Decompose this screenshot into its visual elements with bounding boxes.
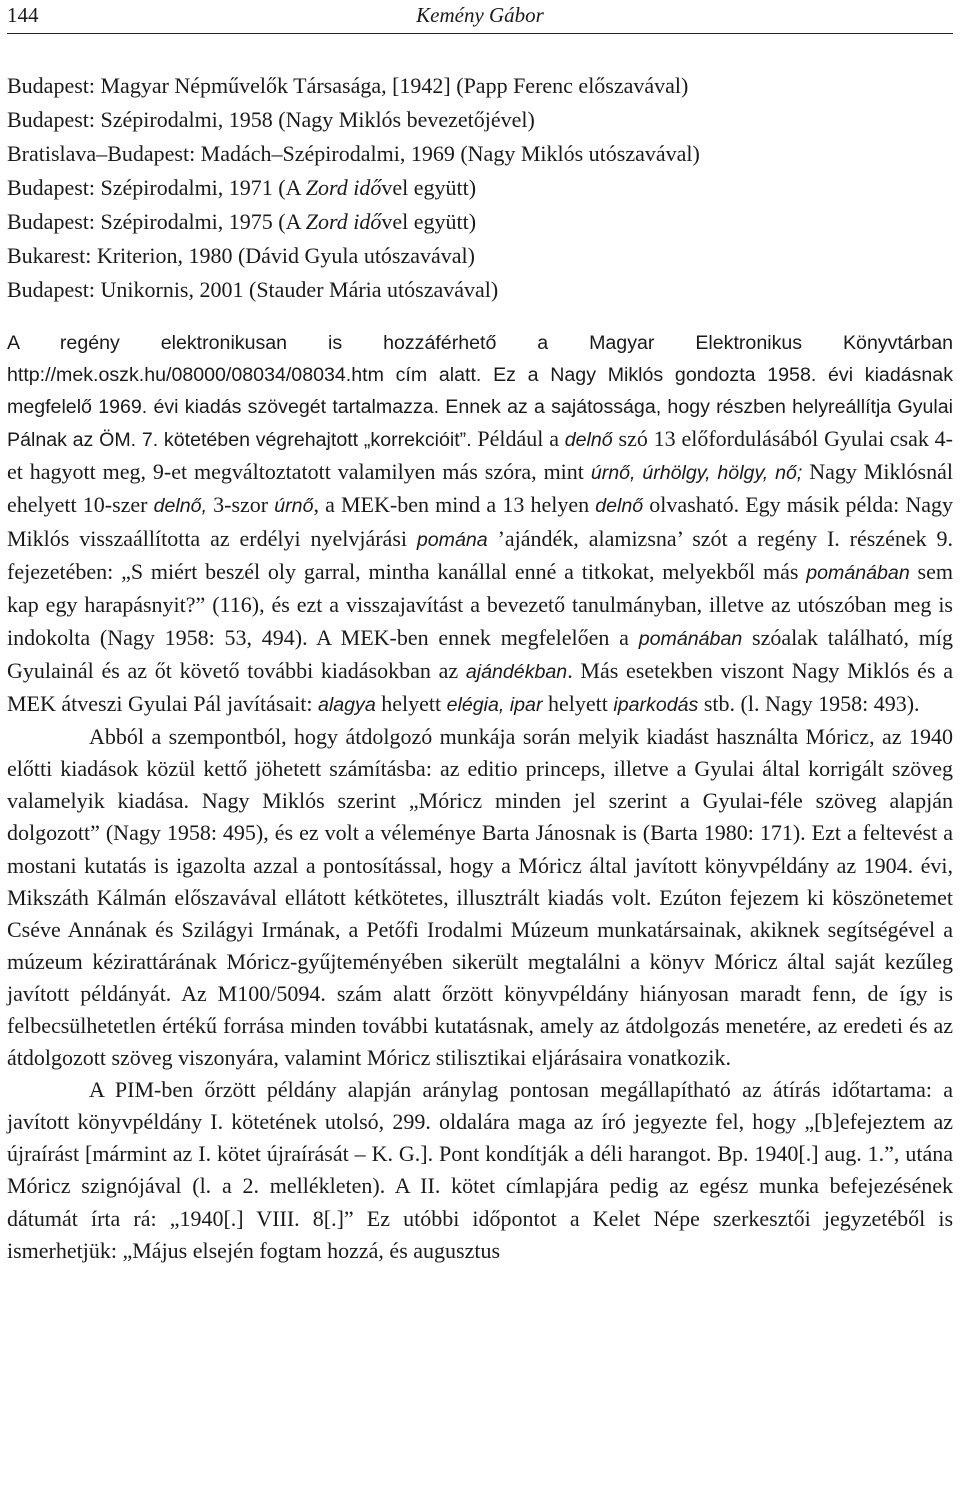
text-run: delnő xyxy=(564,429,613,452)
edition-item xyxy=(7,69,953,103)
text-run: helyett xyxy=(542,691,614,717)
text-run: ajándékban xyxy=(465,660,568,683)
text-run: Abból a szempontból, hogy átdolgozó munkája során melyik kiadást használta Móricz, az 1940 előtti kiadások közül kettő jöhetett számításba: az editio princeps, illetve a Gyulai által korrigált szöveg valamelyik kiadása. Nagy Miklós szerint „Móricz minden jel szerint a Gyulai-féle szöveg alapján dolgozott” (Nagy 1958: 495), és ez volt a véleménye Barta Jánosnak is (Barta 1980: 171). Ezt a feltevést a mostani kutatás is igazolta azzal a pontosítással, hogy a Móricz által javított könyvpéldány az 1904. évi, Mikszáth Kálmán előszavával ellátott kétkötetes, illusztrált kiadás volt. Ezúton fejezem ki köszönetemet Cséve Annának és Szilágyi Irmának, a Petőfi Irodalmi Múzeum munkatársainak, akiknek segítségével a múzeum kézirattárának Móricz-gyűjteményében sikerült megtalálni a könyv Móricz által saját kezűleg javított példányát. Az M100/5094. szám alatt őrzött könyvpéldány hiányosan maradt fenn, de így is felbecsülhetetlen értékű forrása minden további kutatásnak, amely az átdolgozás menetére, az eredeti és az átdolgozott szöveg viszonyára, valamint Móricz stilisztikai eljárásaira vonatkozik. xyxy=(7,724,953,1071)
text-run: elégia, ipar xyxy=(446,694,543,717)
text-run: úrnő xyxy=(274,495,314,518)
text-run: szó 13 előfordulásából Gyulai csak 4-et hagyott meg, 9-et megváltoztatott valamilyen más szóra, mint xyxy=(7,426,953,485)
text-run: Budapest: Szépirodalmi, 1971 (A xyxy=(7,175,306,200)
text-run: pománában xyxy=(806,561,910,584)
text-run: Budapest: Magyar Népművelők Társasága, [1942] (Papp Ferenc előszavával) xyxy=(7,73,689,98)
text-run: sem kap egy harapásnyit?” (116), és ezt a visszajavítást a bevezető tanulmányban, illetve az utószóban meg is indokolta (Nagy 1958: 53, 494). A MEK-ben ennek megfelelően a xyxy=(7,558,953,650)
text-run: , a MEK-ben mind a 13 helyen xyxy=(313,492,596,518)
text-run: Zord idő xyxy=(305,209,382,234)
text-run: vel együtt) xyxy=(381,209,477,234)
text-run: stb. (l. Nagy 1958: 493). xyxy=(698,691,920,717)
text-run: úrnő, úrhölgy, hölgy, nő; xyxy=(590,462,803,485)
edition-item xyxy=(7,205,953,239)
body-text xyxy=(7,327,953,1267)
edition-item xyxy=(7,137,953,171)
text-run: Bukarest: Kriterion, 1980 (Dávid Gyula utószavával) xyxy=(7,243,475,268)
edition-item xyxy=(7,171,953,205)
text-run: Budapest: Szépirodalmi, 1958 (Nagy Miklós bevezetőjével) xyxy=(7,107,535,132)
text-run: delnő xyxy=(595,495,644,518)
text-run: olvasható. Egy másik példa: Nagy Miklós visszaállította az erdélyi nyelvjárási xyxy=(7,492,954,551)
text-run: Budapest: Unikornis, 2001 (Stauder Mária utószavával) xyxy=(7,277,499,302)
text-run: delnő, xyxy=(153,495,208,518)
edition-item xyxy=(7,273,953,307)
text-run: alagya xyxy=(318,694,376,717)
page-header xyxy=(0,0,960,30)
text-run: ’ajándék, alamizsna’ szót a regény I. részének 9. fejezetében: „S miért beszél oly garral, mintha kanállal enné a titkokat, melyekből más xyxy=(7,525,953,584)
text-run: Például a xyxy=(477,426,565,452)
editions-list xyxy=(7,69,953,307)
text-run: pomána xyxy=(416,528,488,551)
header-rule xyxy=(7,33,953,34)
text-run: helyett xyxy=(375,691,447,717)
text-run: . Más esetekben viszont Nagy Miklós és a MEK átveszi Gyulai Pál javításait: xyxy=(7,657,953,717)
text-run: A PIM-ben őrzött példány alapján aránylag pontosan megállapítható az átírás időtartama: a javított könyvpéldány I. kötetének utolsó, 299. oldalára maga az író jegyezte fel, hogy „[b]efejeztem az újraírást [mármint az I. kötet újraírását – K. G.]. Pont kondítják a déli harangot. Bp. 1940[.] aug. 1.”, utána Móricz szignójával (l. a 2. mellékleten). A II. kötet címlapjára pedig az egész munka befejezésének dátumát írta rá: „1940[.] VIII. 8[.]” Ez utóbbi időpontot a Kelet Népe szerkesztői jegyzetéből is ismerhetjük: „Május elsején fogtam hozzá, és augusztus xyxy=(7,1077,953,1263)
text-run: 3-szor xyxy=(207,492,275,518)
edition-item xyxy=(7,239,953,273)
text-run: Bratislava–Budapest: Madách–Szépirodalmi, 1969 (Nagy Miklós utószavával) xyxy=(7,141,700,166)
text-run: vel együtt) xyxy=(381,175,477,200)
paragraph xyxy=(7,1074,953,1267)
text-run: A regény elektronikusan is hozzáférhető a Magyar Elektronikus Könyvtárban http://mek.oszk.hu/08000/08034/08034.htm cím alatt. Ez a Nagy Miklós gondozta 1958. évi kiadásnak megfelelő 1969. évi kiadás szövegét tartalmazza. Ennek az a sajátossága, hogy részben helyreállítja Gyulai Pálnak az ÖM. 7. kötetében végrehajtott „korrekcióit”. xyxy=(7,332,953,452)
paragraph xyxy=(7,721,953,1074)
text-run: Nagy Miklósnál ehelyett 10-szer xyxy=(7,459,953,518)
edition-item xyxy=(7,103,953,137)
page-number: 144 xyxy=(7,3,39,27)
text-run: Budapest: Szépirodalmi, 1975 (A xyxy=(7,209,306,234)
text-run: iparkodás xyxy=(613,694,699,717)
text-run: pománában xyxy=(638,627,743,650)
text-run: Zord idő xyxy=(305,175,382,200)
running-head: Kemény Gábor xyxy=(416,3,544,27)
text-run: szóalak található, míg Gyulainál és az őt követő további kiadásokban az xyxy=(7,624,953,683)
paragraph xyxy=(7,327,953,721)
